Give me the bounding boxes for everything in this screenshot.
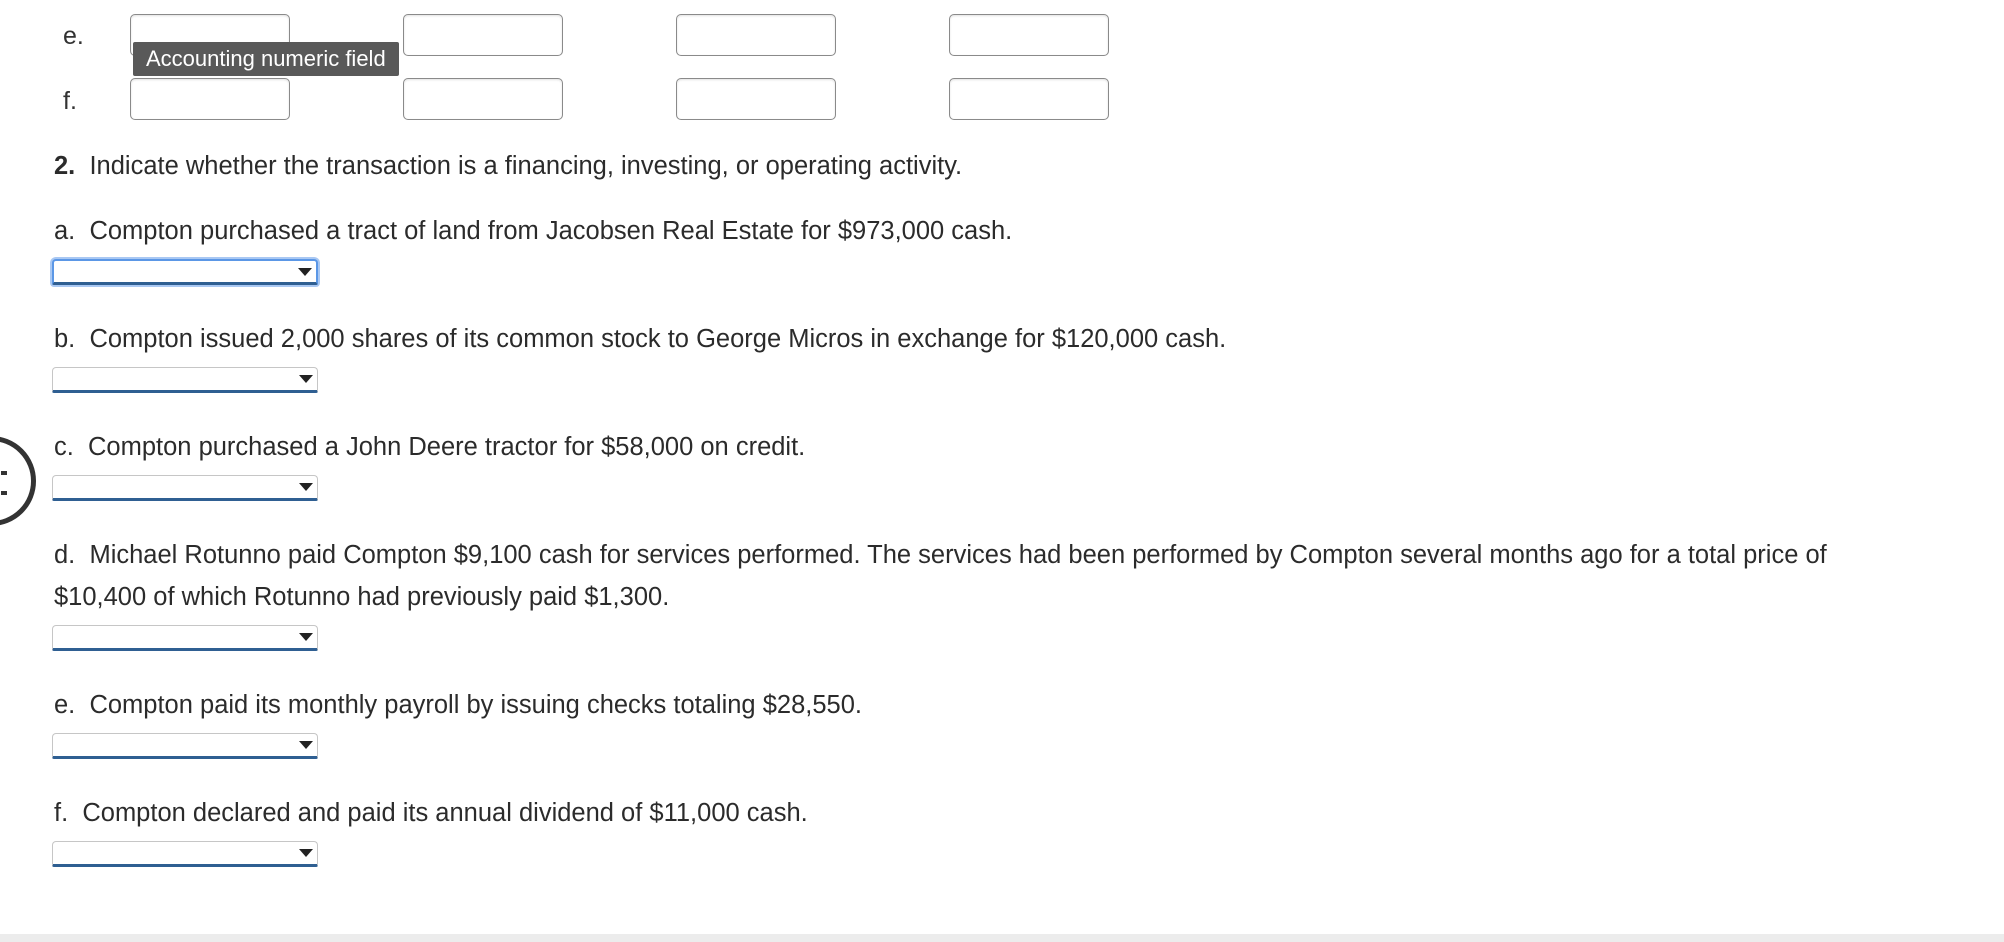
activity-select-a[interactable] (52, 259, 318, 285)
numeric-input-f-3[interactable] (676, 78, 836, 120)
tick-mark (1, 491, 7, 495)
transaction-f (54, 799, 808, 828)
numeric-input-f-1[interactable] (130, 78, 290, 120)
transaction-text: Compton purchased a John Deere tractor for $58,000 on credit. (88, 433, 806, 461)
activity-select-f[interactable] (52, 841, 318, 867)
transaction-letter: e. (54, 691, 76, 719)
tick-mark (1, 471, 7, 475)
transaction-b (54, 325, 1226, 354)
row-label-f: f. (63, 87, 77, 115)
transaction-letter: b. (54, 325, 76, 353)
transaction-a (54, 217, 1012, 246)
transaction-letter: a. (54, 217, 76, 245)
tooltip: Accounting numeric field (133, 42, 399, 76)
transaction-d-line2: $10,400 of which Rotunno had previously paid $1,300. (54, 583, 670, 611)
transaction-text: Compton purchased a tract of land from Jacobsen Real Estate for $973,000 cash. (89, 217, 1013, 245)
transaction-letter: d. (54, 541, 76, 569)
transaction-text: Compton paid its monthly payroll by issuing checks totaling $28,550. (89, 691, 862, 719)
numeric-input-f-2[interactable] (403, 78, 563, 120)
question-number: 2. (54, 152, 76, 180)
transaction-text: Compton declared and paid its annual dividend of $11,000 cash. (82, 799, 808, 827)
activity-select-b[interactable] (52, 367, 318, 393)
transaction-e (54, 691, 862, 720)
chevron-down-icon (298, 268, 312, 276)
question-header (54, 152, 962, 181)
row-label-e: e. (63, 22, 84, 50)
transaction-letter: c. (54, 433, 74, 461)
transaction-letter: f. (54, 799, 69, 827)
chevron-down-icon (299, 849, 313, 857)
bottom-divider (0, 934, 2004, 942)
numeric-input-f-4[interactable] (949, 78, 1109, 120)
transaction-c (54, 433, 805, 462)
chevron-down-icon (299, 633, 313, 641)
activity-select-c[interactable] (52, 475, 318, 501)
activity-select-e[interactable] (52, 733, 318, 759)
transaction-text: Compton issued 2,000 shares of its common stock to George Micros in exchange for $120,000 cash. (89, 325, 1227, 353)
question-prompt: Indicate whether the transaction is a financing, investing, or operating activity. (89, 152, 963, 180)
side-nav-circle-icon[interactable] (0, 436, 36, 526)
numeric-input-e-4[interactable] (949, 14, 1109, 56)
activity-select-d[interactable] (52, 625, 318, 651)
numeric-input-e-3[interactable] (676, 14, 836, 56)
numeric-input-e-2[interactable] (403, 14, 563, 56)
transaction-text: Michael Rotunno paid Compton $9,100 cash for services performed. The services had been performed by Compton several months ago for a total price of (89, 541, 1827, 569)
chevron-down-icon (299, 483, 313, 491)
transaction-d (54, 541, 1827, 570)
chevron-down-icon (299, 375, 313, 383)
chevron-down-icon (299, 741, 313, 749)
